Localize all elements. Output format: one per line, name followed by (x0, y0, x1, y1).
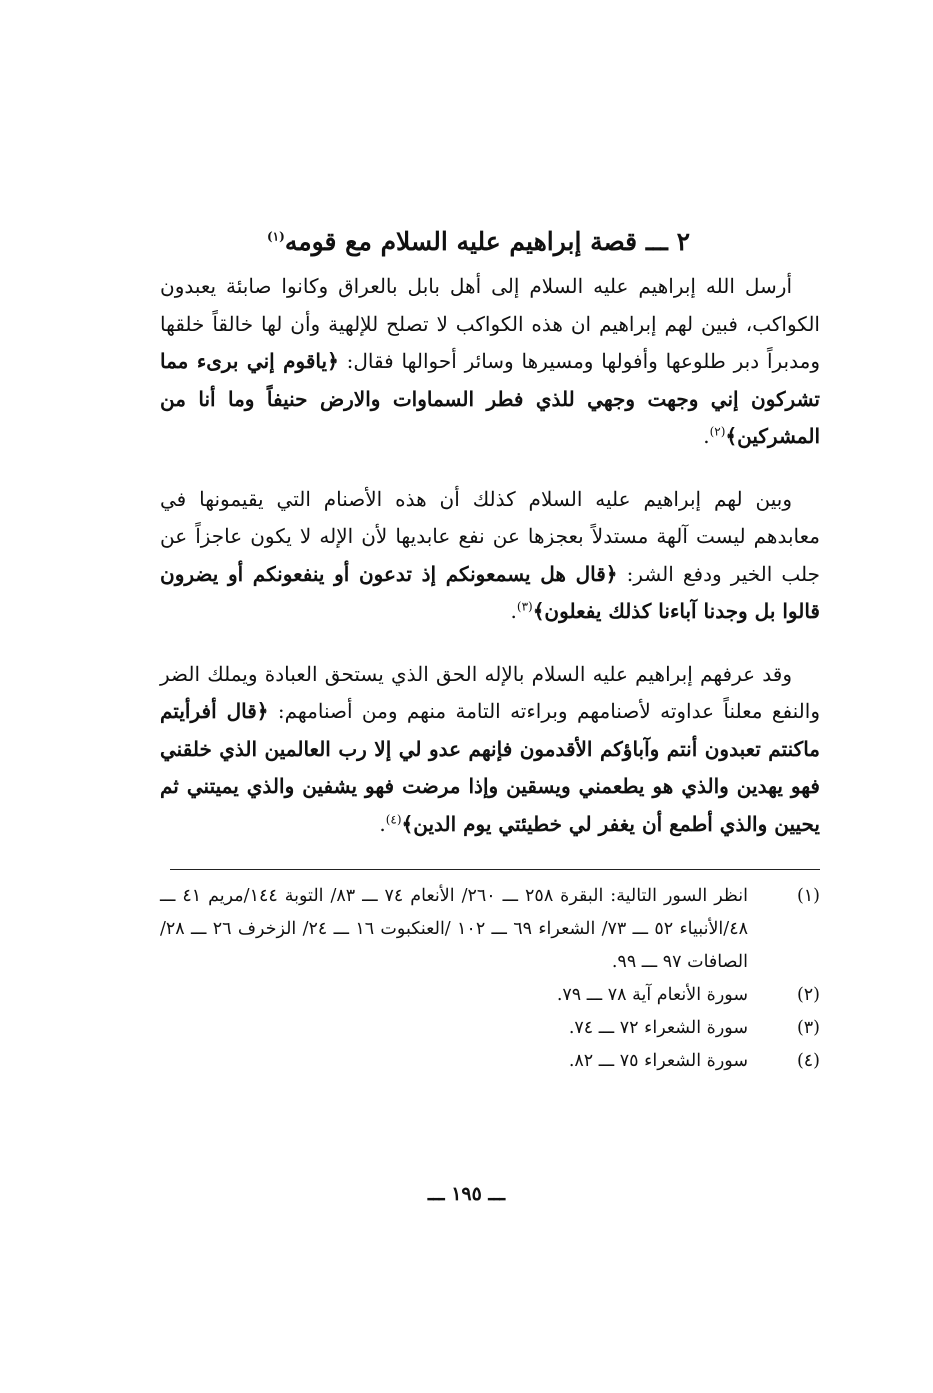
footnote-number: (٢) (796, 985, 820, 1005)
heading-number: ٢ (676, 227, 690, 256)
quran-quote: ﴿ياقوم إني برىء مما تشركون إني وجهت وجهي للذي فطر السماوات والارض حنيفاً وما أنا من المشركين﴾ (160, 349, 820, 448)
footnote-text: سورة الشعراء ٧٢ ـــ ٧٤. (568, 1018, 748, 1038)
footnote-number: (٣) (796, 1018, 820, 1038)
footnote-number: (٤) (796, 1051, 820, 1071)
paragraph-line: أرسل الله إبراهيم عليه السلام إلى أهل بابل بالعراق وكانوا صابئة يعبدون (160, 274, 792, 298)
paragraph-line: وبين لهم إبراهيم عليه السلام كذلك أن هذه الأصنام التي يقيمونها في (160, 486, 792, 511)
footnote-1 (160, 880, 820, 979)
footnote-number: (١) (796, 886, 820, 906)
page-body (160, 220, 820, 1078)
quran-quote: ﴿قال أفرأيتم ماكنتم تعبدون أنتم وآباؤكم الأقدمون فإنهم عدو لي إلا رب العالمين الذي خلقني فهو يهدين والذي هو يطعمني ويسقين وإذا مرضت فهو يشفين والذي يميتني ثم يحيين والذي أطمع أن يغفر لي خطيئتي يوم الدين﴾ (160, 699, 820, 836)
heading-footnote-ref[interactable]: (١) (266, 229, 285, 244)
heading-dash: ـــ (645, 227, 668, 256)
footnote-text: انظر السور التالية: البقرة ٢٥٨ ـــ ٢٦٠/ الأنعام ٧٤ ـــ ٨٣/ التوبة ١٤٤/مريم ٤١ ـــ ٤٨/الأنبياء ٥٢ ـــ ٧٣/ الشعراء ٦٩ ـــ ١٠٢ /العنكبوت ١٦ ـــ ٢٤/ الزخرف ٢٦ ـــ ٢٨/ الصافات ٩٧ ـــ ٩٩. (160, 886, 749, 972)
footnote-2 (160, 979, 820, 1012)
paragraph-1 (160, 268, 820, 456)
section-heading (160, 220, 820, 264)
paragraph-3 (160, 656, 820, 844)
footnote-4 (160, 1045, 820, 1078)
footnote-ref[interactable]: (٤) (385, 811, 402, 826)
quran-quote: ﴿قال هل يسمعونكم إذ تدعون أو ينفعونكم أو يضرون قالوا بل وجدنا آباءنا كذلك يفعلون﴾ (160, 561, 820, 623)
footnote-ref[interactable]: (٢) (709, 424, 726, 439)
paragraph-2 (160, 481, 820, 631)
page-number: ـــ ١٩٥ ـــ (427, 1183, 506, 1205)
footnote-divider (170, 869, 820, 870)
paragraph-line: معابدهم ليست آلهة مستدلاً بعجزها عن نفع عابديها لأن الإله لا يكون عاجزاً (195, 524, 820, 548)
paragraph-line: الكواكب، فبين لهم إبراهيم ان هذه الكواكب لا تصلح للإلهية وأن لها خالقاً (212, 311, 820, 336)
paragraph-line: وقد عرفهم إبراهيم عليه السلام بالإله الحق الذي يستحق العبادة ويملك الضر (160, 661, 793, 686)
paragraph-end: . (379, 811, 386, 836)
footnote-ref[interactable]: (٣) (516, 599, 533, 614)
footnote-text: سورة الشعراء ٧٥ ـــ ٨٢. (568, 1051, 748, 1071)
paragraph-end: . (510, 599, 517, 623)
heading-text: قصة إبراهيم عليه السلام مع قومه (284, 227, 638, 256)
paragraph-line: خلقها ومدبراً دبر طلوعها وأفولها ومسيرها وسائر أحوالها فقال: (160, 311, 820, 373)
footnote-text: سورة الأنعام آية ٧٨ ـــ ٧٩. (556, 985, 748, 1005)
footnote-3 (160, 1012, 820, 1045)
paragraph-line: والنفع معلناً عداوته لأصنامهم وبراءته التامة منهم ومن أصنامهم: (277, 699, 820, 723)
paragraph-line: عن جلب الخير ودفع الشر: (160, 524, 820, 586)
paragraph-end: . (703, 424, 710, 448)
